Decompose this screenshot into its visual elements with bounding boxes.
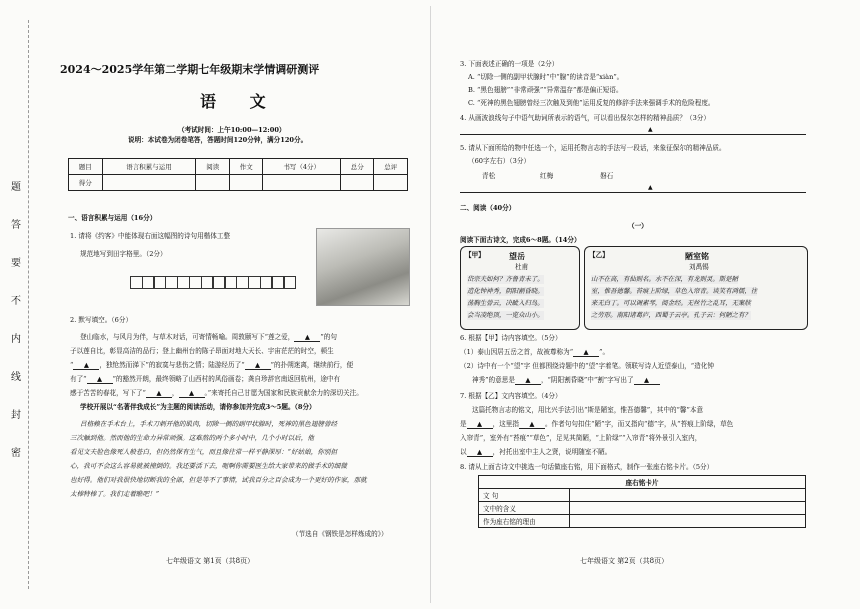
question-6: 6. 根据【甲】诗内容填空。（5分） bbox=[460, 334, 562, 342]
question-7: 7. 根据【乙】文内容填空。（4分） bbox=[460, 392, 562, 400]
choice-item: 红梅 bbox=[540, 172, 554, 180]
poem-title: 陋室铭 bbox=[685, 251, 709, 261]
poem-tag: 【乙】 bbox=[589, 251, 609, 259]
passage-line: 有了“ ▲ ”的豁然开朗，最终领略了山西村的风俗画卷；龚自珍辞官南返回杭州，途中有 bbox=[70, 375, 341, 383]
question-5-cont: （60字左右）（3分） bbox=[468, 157, 531, 165]
score-header: 总评 bbox=[374, 159, 408, 175]
reading-excerpt-line: 也好得。他们对我很快地切断我的全部，但是等不了事情，试我百分之百会成为一个更好的作家，那就 bbox=[70, 476, 367, 484]
question-7-line: 这篇托物言志的铭文，用比兴手法引出“斯是陋室，惟吾德馨”，其中的“馨”本意 bbox=[472, 406, 704, 414]
score-header: 总分 bbox=[340, 159, 374, 175]
answer-blank[interactable]: ▲ bbox=[179, 389, 205, 398]
question-6-2: （2）诗中有一个“望”字 但都围绕诗题中的“望”字着笔。领联写诗人近望泰山，“造化钟 bbox=[460, 362, 714, 370]
answer-blank[interactable]: ▲ bbox=[73, 361, 99, 370]
subject-title: 语 文 bbox=[200, 92, 280, 111]
exam-title: 2024～2025学年第二学期七年级期末学情调研测评 bbox=[60, 63, 320, 76]
section-heading: 二、阅读（40分） bbox=[460, 204, 516, 212]
score-cell[interactable] bbox=[374, 175, 408, 191]
question-1-cont: 规范地写到田字格里。（2分） bbox=[80, 250, 167, 258]
page-divider bbox=[430, 6, 431, 603]
poem-line: 岱宗夫如何？齐鲁青未了。 bbox=[467, 275, 544, 283]
excerpt-source: （节选自《钢铁是怎样炼成的》） bbox=[292, 530, 388, 538]
question-7-line: 入帘青”，室外有“苔痕”“草色”，足见其简陋，“上阶绿”“入帘青”将外景引入室内， bbox=[460, 434, 702, 442]
score-header: 阅读 bbox=[196, 159, 230, 175]
passage-line: “ ▲ ，独怆然而涕下”的寂寞与悲伤之情；陆游经历了“ ▲ ”的扑朔迷离，继续前行，便 bbox=[70, 361, 354, 369]
poem-line: 室，惟吾德馨。苔痕上阶绿，草色入帘青。谈笑有鸿儒，往 bbox=[591, 287, 758, 295]
answer-blank[interactable]: ▲ bbox=[467, 420, 493, 429]
question-4: 4. 从画波浪线句子中语气助词所表示的语气，可以看出保尔怎样的精神品质？（3分） bbox=[460, 114, 710, 122]
question-3: 3. 下面表述正确的一项是（2分） bbox=[460, 60, 559, 68]
card-row-label: 作为座右铭的理由 bbox=[479, 515, 570, 528]
question-5: 5. 请从下面所给的物中任选一个，运用托物言志的手法写一段话，来象征保尔的精神品质。 bbox=[460, 144, 726, 152]
binding-line bbox=[28, 20, 30, 589]
binding-word: 要 bbox=[11, 258, 21, 269]
question-2: 2. 默写填空。（6分） bbox=[70, 316, 133, 324]
card-row-label: 文中的含义 bbox=[479, 502, 570, 515]
card-input-cell[interactable] bbox=[570, 489, 806, 502]
question-1: 1. 请将《约客》中能体现右面这幅图的诗句用楷体工整 bbox=[70, 232, 231, 240]
score-cell[interactable] bbox=[229, 175, 263, 191]
exam-note: 说明：本试卷为闭卷笔答，答题时间120分钟，满分120分。 bbox=[128, 136, 308, 144]
reading-excerpt-line: 吕格赖在手术台上，手术刀刺开他的肌肉，切除一侧的副甲状腺时，死神的黑色翅膀曾经 bbox=[80, 420, 338, 428]
question-7-line: 以 ▲ ，衬托出室中主人之贤，说明随室不陋。 bbox=[460, 448, 612, 456]
exam-time: （考试时间：上午10:00—12:00） bbox=[178, 126, 286, 134]
poem-author: 刘禹锡 bbox=[689, 263, 709, 271]
card-title: 座右铭卡片 bbox=[479, 476, 806, 489]
question-6-2-cont: 神秀”的意思是 ▲ ，“阴阳割昏晓”中“割”字写出了 ▲ bbox=[472, 376, 660, 385]
binding-word: 线 bbox=[11, 372, 21, 383]
question-6-1: （1）泰山因居五岳之首，故被尊称为“ ▲ ”。 bbox=[460, 348, 610, 356]
poem-box-b bbox=[584, 246, 808, 330]
tianzige-writing-grid[interactable] bbox=[130, 276, 295, 289]
answer-blank[interactable]: ▲ bbox=[519, 420, 545, 429]
poem-box-a bbox=[460, 246, 580, 330]
poem-line: 会当凌绝顶，一览众山小。 bbox=[467, 311, 544, 319]
poem-title: 望岳 bbox=[509, 251, 525, 261]
reading-excerpt-line: 看见文夫脸色像死人般苍白，但仍然保有生气，而且像往常一样平静深厚：“好姑娘，你别担 bbox=[70, 448, 338, 456]
poem-author: 杜甫 bbox=[515, 263, 529, 271]
activity-intro: 学校开展以“名著伴我成长”为主题的阅读活动，请你参加并完成3～5题。（8分） bbox=[80, 403, 316, 411]
poem-line: 之劳形。南阳诸葛庐，西蜀子云亭。孔子云：何陋之有？ bbox=[591, 311, 751, 319]
poem-tag: 【甲】 bbox=[465, 251, 485, 259]
passage-line: 子以莲自比，彰显高洁的品行；登上幽州台的陈子昂面对地大天长、宇宙茫茫的时空，顿生 bbox=[70, 347, 334, 355]
question-7-line: 是 ▲ ，这里指 ▲ 。作者句句扣住“陋”字，而又指向“德”字，从“苔痕上阶绿，草色 bbox=[460, 420, 734, 428]
left-page bbox=[60, 0, 415, 609]
answer-mark: ▲ bbox=[648, 126, 653, 133]
option-a[interactable]: A. “切除一侧的副甲状腺时”中“腺”的读音是“xiàn”。 bbox=[468, 73, 624, 81]
answer-blank[interactable]: ▲ bbox=[87, 375, 113, 384]
page-footer: 七年级语文 第2页（共8页） bbox=[580, 557, 669, 565]
answer-blank[interactable]: ▲ bbox=[634, 376, 660, 385]
answer-blank[interactable]: ▲ bbox=[515, 376, 541, 385]
card-input-cell[interactable] bbox=[570, 515, 806, 528]
binding-word: 内 bbox=[11, 334, 21, 345]
choice-item: 磐石 bbox=[600, 172, 614, 180]
poem-line: 来无白丁。可以调素琴，阅金经。无丝竹之乱耳，无案牍 bbox=[591, 299, 751, 307]
motto-card-table bbox=[478, 475, 806, 528]
section-heading: 一、语言积累与运用（16分） bbox=[68, 214, 157, 222]
passage-line: 登山临水，与风月为伴，与草木对话，可寄情畅喻。周敦颐写下“莲之爱， ▲ ”的句 bbox=[80, 333, 337, 341]
passage-line: 感于苦苦的春花，写下了“ ▲ ， ▲ 。”来寄托自己甘愿为国家和民族贡献余力的深切关注。 bbox=[70, 389, 363, 397]
answer-blank[interactable]: ▲ bbox=[467, 448, 493, 457]
answer-blank[interactable]: ▲ bbox=[245, 361, 271, 370]
answer-line[interactable] bbox=[460, 192, 806, 193]
right-page bbox=[460, 0, 810, 609]
poem-line: 荡胸生曾云，决眦入归鸟。 bbox=[467, 299, 544, 307]
score-cell[interactable] bbox=[102, 175, 196, 191]
card-input-cell[interactable] bbox=[570, 502, 806, 515]
reading-excerpt-line: 三次触到他。然而他的生命力异常顽强。这难熬的两个多小时中，几个小时以后，他 bbox=[70, 434, 314, 442]
score-cell[interactable] bbox=[340, 175, 374, 191]
poem-line: 山不在高，有仙则名。水不在深，有龙则灵。斯是陋 bbox=[591, 275, 738, 283]
question-8: 8. 请从上面古诗文中挑选一句话做座右铭，用下面格式，制作一张座右铭卡片。（5分） bbox=[460, 463, 714, 471]
poem-line: 造化钟神秀，阴阳割昏晓。 bbox=[467, 287, 544, 295]
score-header: 书写（4分） bbox=[263, 159, 341, 175]
score-cell[interactable] bbox=[263, 175, 341, 191]
score-cell[interactable] bbox=[196, 175, 230, 191]
score-header: 语言积累与运用 bbox=[102, 159, 196, 175]
binding-word: 题 bbox=[11, 182, 21, 193]
page-footer: 七年级语文 第1页（共8页） bbox=[166, 557, 255, 565]
subsection-heading: （一） bbox=[628, 222, 648, 230]
answer-mark: ▲ bbox=[648, 184, 653, 191]
answer-blank[interactable]: ▲ bbox=[146, 389, 172, 398]
binding-word: 密 bbox=[11, 448, 21, 459]
ink-painting-image bbox=[316, 228, 410, 306]
option-c[interactable]: C. “死神的黑色翅膀曾经三次触及到他”运用反复的修辞手法来强调手术的危险程度。 bbox=[468, 99, 715, 107]
card-row-label: 文 句 bbox=[479, 489, 570, 502]
answer-blank[interactable]: ▲ bbox=[294, 333, 320, 342]
score-header: 作文 bbox=[229, 159, 263, 175]
binding-word: 不 bbox=[11, 296, 21, 307]
reading-excerpt-line: 心，我可不会这么容易就被撞倒的。我还要活下去，呃啊你需要医生给大家带来的做手术的细微 bbox=[70, 462, 347, 470]
reading-intro: 阅读下面古诗文，完成6～8题。（14分） bbox=[460, 236, 581, 244]
answer-blank[interactable]: ▲ bbox=[573, 348, 599, 357]
option-b[interactable]: B. “黑色翅膀”“非常顽强”“异常温存”都是偏正短语。 bbox=[468, 86, 623, 94]
score-row-label: 得分 bbox=[69, 175, 103, 191]
choice-item: 青松 bbox=[482, 172, 496, 180]
reading-excerpt-line: 太棒特棒了。我们走着瞧吧！” bbox=[70, 490, 160, 498]
score-table bbox=[68, 158, 408, 191]
score-header: 题目 bbox=[69, 159, 103, 175]
binding-word: 答 bbox=[11, 220, 21, 231]
answer-line[interactable] bbox=[460, 134, 806, 135]
binding-word: 封 bbox=[11, 410, 21, 421]
